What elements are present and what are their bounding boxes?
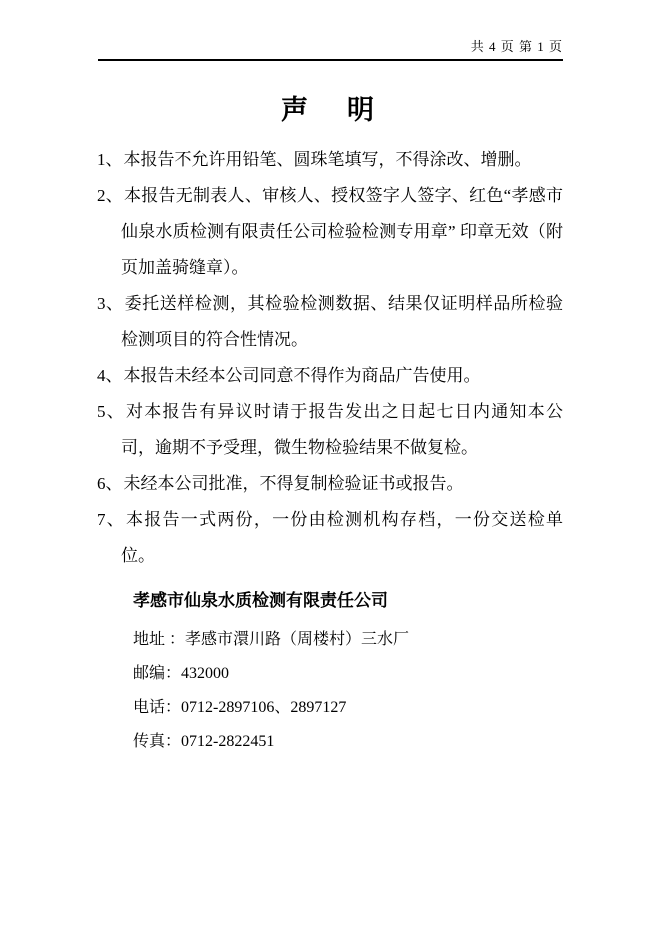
list-item <box>97 502 563 574</box>
item-number: 1、 <box>97 150 123 169</box>
list-item <box>97 286 563 358</box>
statement-list <box>97 142 563 574</box>
company-fax: 传真：0712-2822451 <box>133 733 275 750</box>
item-number: 7、 <box>97 510 126 529</box>
list-item <box>97 466 563 502</box>
item-text: 未经本公司批准，不得复制检验证书或报告。 <box>123 474 464 493</box>
item-number: 4、 <box>97 366 123 385</box>
page-header <box>98 36 563 61</box>
company-postcode: 邮编：432000 <box>133 665 230 682</box>
item-text: 委托送样检测，其检验检测数据、结果仅证明样品所检验检测项目的符合性情况。 <box>121 294 564 349</box>
item-number: 2、 <box>97 186 124 205</box>
company-info-block <box>133 584 661 759</box>
item-number: 3、 <box>97 294 124 313</box>
item-text: 本报告未经本公司同意不得作为商品广告使用。 <box>123 366 481 385</box>
item-text: 本报告一式两份，一份由检测机构存档，一份交送检单位。 <box>121 510 564 565</box>
list-item <box>97 358 563 394</box>
item-number: 5、 <box>97 402 126 421</box>
item-text: 对本报告有异议时请于报告发出之日起七日内通知本公司，逾期不予受理，微生物检验结果不做复检。 <box>121 402 564 457</box>
page-title: 声 明 <box>281 95 380 125</box>
item-text: 本报告不允许用铅笔、圆珠笔填写，不得涂改、增删。 <box>123 150 532 169</box>
item-number: 6、 <box>97 474 123 493</box>
company-phone: 电话：0712-2897106、2897127 <box>133 699 347 716</box>
list-item <box>97 178 563 286</box>
item-text: 本报告无制表人、审核人、授权签字人签字、红色“孝感市仙泉水质检测有限责任公司检验检测专用章” 印章无效（附页加盖骑缝章）。 <box>121 186 563 277</box>
page-number-info: 共 4 页 第 1 页 <box>470 39 563 54</box>
company-name: 孝感市仙泉水质检测有限责任公司 <box>133 591 388 610</box>
company-address: 地址 ：孝感市澴川路（周楼村）三水厂 <box>133 631 410 648</box>
list-item <box>97 394 563 466</box>
list-item <box>97 142 563 178</box>
